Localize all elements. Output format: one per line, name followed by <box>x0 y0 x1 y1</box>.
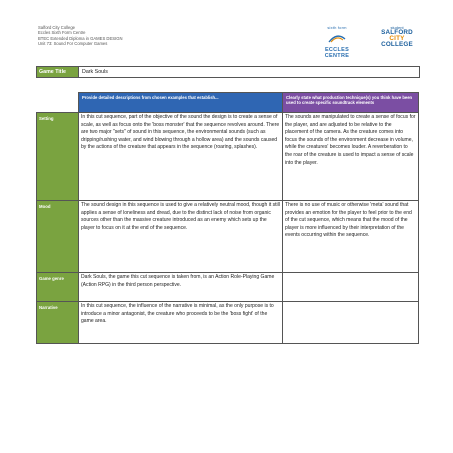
salford-logo-line1: SALFORD <box>381 29 413 36</box>
header-line: Unit 73: Sound For Computer Games <box>38 40 108 46</box>
swoosh-icon <box>328 34 346 43</box>
row-label-mood: Mood <box>37 201 79 273</box>
salford-logo <box>372 26 422 56</box>
mood-description: The sound design in this sequence is used to give a relatively neutral mood, though it still applies a sense of loneliness and dread, due to the distinct lack of noise from organic sources other than the massive creature introduced as an enemy which sets up the player to focus on it at the end of the sequence. <box>79 201 283 273</box>
narrative-description: In this cut sequence, the influence of the narrative is minimal, as the only purpose is to introduce a minor antagonist, the creature who proceeds to be the 'boss fight' of the game area. <box>79 302 283 344</box>
game-genre-description: Dark Souls, the game this cut sequence is taken from, is an Action Role-Playing Game (Action RPG) in the third person perspective. <box>79 273 283 302</box>
header-line: BTEC Extended Diploma in GAMES DESIGN <box>38 35 123 41</box>
table-header-row <box>37 93 419 113</box>
salford-logo-line3: COLLEGE <box>381 41 413 49</box>
game-title-row <box>36 66 420 78</box>
analysis-table <box>36 92 419 344</box>
table-row <box>37 302 419 344</box>
eccles-logo <box>308 25 366 59</box>
game-genre-technique <box>283 273 419 302</box>
header-line: Eccles Sixth Form Centre <box>38 30 86 36</box>
game-title-value: Dark Souls <box>82 69 108 75</box>
game-title-label: Game Title <box>37 67 79 77</box>
row-label-setting: Setting <box>37 113 79 201</box>
narrative-technique <box>283 302 419 344</box>
mood-technique: There is no use of music or otherwise 'meta' sound that provides an emotion for the player to feel prior to the end of the cut sequence, which means that the mood of the player is more influenced by their interpretation of the events occurring within the sequence. <box>283 201 419 273</box>
salford-logo-tag: student <box>390 25 404 30</box>
eccles-logo-line2: CENTRE <box>324 52 350 59</box>
setting-technique: The sounds are manipulated to create a sense of focus for the player, and are adjusted to be relative to the placement of the camera. As the creature comes into focus the sounds of the environment decrease in volume, while the creatures' becomes louder. A reverberation to the roar of the creature is used to impact a sense of scale into the player. <box>283 113 419 201</box>
salford-logo-line2: CITY <box>389 35 405 43</box>
row-label-narrative: Narrative <box>37 302 79 344</box>
document-header <box>38 25 122 46</box>
table-row <box>37 201 419 273</box>
row-label-game-genre: Game genre <box>37 273 79 302</box>
table-row <box>37 113 419 201</box>
eccles-logo-tag: sixth form <box>327 25 347 30</box>
column-header-techniques: Clearly state what production technique(s) you think have been used to create specific soundtrack elements <box>283 93 419 113</box>
table-row <box>37 273 419 302</box>
column-header-descriptions: Provide detailed descriptions from chosen examples that establish... <box>79 93 283 113</box>
eccles-logo-line1: ECCLES <box>324 47 350 53</box>
setting-description: In this cut sequence, part of the objective of the sound the design is to create a sense of scale, as well as focus onto the 'boss monster' that the sequence revolves around. There are two major "sets" of sound in this sequence, the environmental sounds (such as dripping/rushing water, and wind blowing through a hollow area) and the sounds caused by the actions of the creature that appears in the sequence (roaring, splashes). <box>79 113 283 201</box>
header-blank-cell <box>37 93 79 113</box>
header-line: Salford City College <box>38 25 76 30</box>
